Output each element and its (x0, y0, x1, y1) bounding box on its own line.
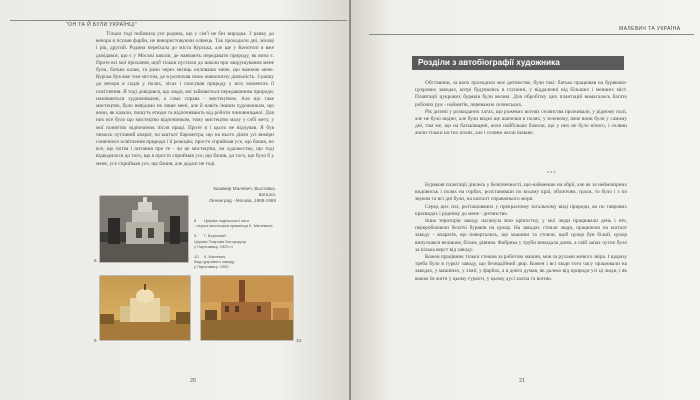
source-line: Казимир Малевич. Выставка. Каталог. (213, 186, 276, 197)
header-rule (369, 34, 694, 35)
section-title: Розділи з автобіографії художника (412, 56, 624, 70)
caption-number: 10. (194, 254, 200, 260)
body-text-right-top (415, 80, 627, 166)
paragraph: Кожен працівник тільки стежив за роботою машин, мов за рухами живого звіра. І щоразу треба було в гуркіт заводу, що безнадійний двір. Кожен і всі люди того часу працювали на заводах, у машинах, у хімії, у фарбах, а я довго думав, як далеко від природи усі ці люди, і як важко їм жити у цьому гуркоті, у цьому дусі заліза та вогню. (415, 254, 627, 282)
running-head-left: "ОН ТА Й БУЛИ УКРАЇНЦІ" (66, 22, 138, 28)
caption-text: К. Малевич. Вид цукрового заводу у Пархомівці. 1900 (194, 254, 235, 270)
paragraph: Рік дитячі у розкиданих хатах, що рожевих вогнях селянства проживали, у рідному полі, але не було видно, але були видні ще шапочки в полях, у зеленому, наче вони були у самому дні, там же, що на батьківщині, коли найбільше бачили, що у них не було нічого, і селяни жили тільки на тих полях, але і селяни жили інакше. (415, 108, 627, 137)
page-number-right: 21 (519, 378, 526, 384)
source-line: Ленинград - Москва, 1988-1989 (209, 198, 276, 203)
caption-9 (194, 233, 294, 249)
body-text-right-bottom (415, 182, 627, 368)
figure-label: 10. (296, 338, 303, 343)
caption-8 (194, 218, 294, 228)
header-rule (10, 20, 347, 21)
section-ornament: * * * (547, 171, 556, 177)
paragraph: Тільки тоді побачила усе родина, що у сім'ї не без виродка. З ранку до вечора я псував фарби, не використовуючи олівець. Так проходили дні, місяці і рік, другий. Родина переїхала до міста Курська, але ще у Конотопі я вже довідався, що є у Москві школи, де навчають передавати природу, як вона є. Проте всі мої прохання, щоб тільки пустили до школи про закрушування мене були, батько казав, та рано через місяць опловашо мене, що важкою мене. Курськ був вже тим містом, де я розпочав свою живописну діяльність. З ранку до вечора я сидів у полях, лісах і списував природу у всіх моментах її освітлення. Я тоді довідався, що люди, які займаються передаванням природи, називаються художниками, а сама справа - мистецтвом. Але що таке мистецтво, було невідомо не лише мені, але й навіть іншим художникам, що вони, як казали, пишуть етюди та відпочивають від роботи чиновницької. Для них все було що мистецтво відпочинком, тому мистецтво малу у собі мету, у мої поняттях відпочинок після праці. Проте я і цього не відчував. Я був чимось чутливий апарат, на кшталт барометра, що на нього діяли усі виміри сонячного освітлення природи і її реакцію; просто сприймав усе, що бачив, но все, що потім і питання про те - чи це мистецтво, чи художество, що тоді відводилося до того, що я просто сприймав усе, що бачив, до того, що було б у мене, усе сприймав усе, що бачив, але дедалі не тоді. (96, 31, 274, 167)
paragraph: Обставини, за яких проходило моє дитинство, були такі: батько працював на буряково-цукрових заводах, котрі будувались в глушині, у віддаленні від більших і менших міст. Плантації цукрових буряків були великі. Для обробітку цих плантацій вимагалось багато робочих рук - наймитів, переважно селянських. (415, 80, 627, 108)
caption-block (194, 218, 294, 270)
caption-number: 9. (194, 233, 198, 239)
figure-8-church-image (100, 196, 188, 262)
paragraph: Буряковi плантації діялись у безкінечності, що-найменше на обрії, але як за неймовірних видовиськ і полях на горбах, розставивши по всьому краї, обличчям, грали, то було і з по звуком та всі дні були, на кшталт справжнього моря. (415, 182, 627, 203)
figure-9-church-painting (100, 276, 190, 340)
right-page (351, 0, 700, 400)
figure-10-factory-painting (201, 276, 293, 340)
body-text-left (96, 31, 274, 167)
running-head-right: МАЛЕВИЧ ТА УКРАЇНА (619, 26, 681, 32)
paragraph: Серед цих сил, розташованих у прекрасному загальному виді природи, як по таврових краєвидах і рідному до мене - дитинство. (415, 203, 627, 217)
left-page (0, 0, 349, 400)
figure-label: 9. (94, 338, 98, 343)
caption-text: Г. Березний. Церква Покрови Богородиці у Пархомівці. 1920-ті (194, 233, 246, 249)
caption-10 (194, 254, 294, 270)
paragraph: Інша територія заводу наганула всю кріпостну, у мої люди працювали день і ніч, перероблюючи безлічі буряків на цукор. На заводах стояли люди, працюючи на кшталт заводу - апаратів, що повертались, що машини та стояли, щоб цукор був білий, цукор випускався великим, білим, рівним. Фабрика у труби викидала дими, а свій запах чутно було за кілька верст від заводу. (415, 218, 627, 253)
figure-label: 8. (94, 258, 98, 263)
page-number-left: 20 (190, 378, 197, 384)
caption-number: 8. (194, 218, 198, 223)
caption-text: Церква подільської хати - перша мистецька крамниця К. Малевича (194, 218, 273, 229)
source-citation (196, 186, 276, 204)
